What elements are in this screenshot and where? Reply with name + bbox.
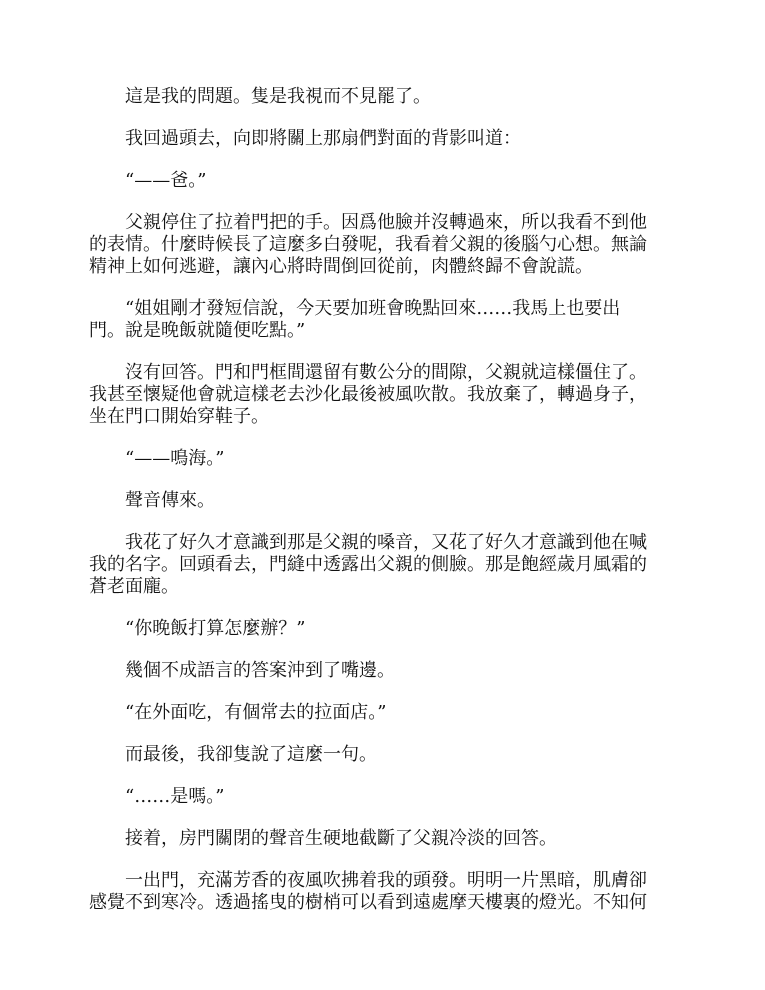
paragraph: “你晚飯打算怎麼辦？”	[125, 618, 306, 639]
paragraph: 父親停住了拉着門把的手。因爲他臉并沒轉過來，所以我看不到他 的表情。什麼時候長了這麼多白發呢，我看着父親的後腦勺心想。無論 精神上如何逃避，讓內心將時間倒回從前，肉體終歸不會說謊。	[89, 212, 647, 277]
paragraph: “——爸。”	[125, 170, 207, 191]
paragraph: “在外面吃，有個常去的拉面店。”	[125, 702, 387, 723]
paragraph: 沒有回答。門和門框間還留有數公分的間隙，父親就這樣僵住了。 我甚至懷疑他會就這樣老去沙化最後被風吹散。我放棄了，轉過身子， 坐在門口開始穿鞋子。	[89, 362, 647, 427]
paragraph: 而最後，我卻隻說了這麼一句。	[125, 744, 377, 765]
paragraph: “姐姐剛才發短信說，今天要加班會晚點回來……我馬上也要出 門。說是晚飯就隨便吃點。”	[89, 298, 621, 341]
paragraph: 我花了好久才意識到那是父親的嗓音，又花了好久才意識到他在喊 我的名字。回頭看去，門縫中透露出父親的側臉。那是飽經歲月風霜的 蒼老面龐。	[89, 532, 647, 597]
paragraph: 聲音傳來。	[125, 490, 215, 511]
paragraph: “——鳴海。”	[125, 448, 225, 469]
paragraph: 幾個不成語言的答案沖到了嘴邊。	[125, 660, 395, 681]
paragraph: 這是我的問題。隻是我視而不見罷了。	[125, 86, 431, 107]
paragraph: 我回過頭去，向即將關上那扇們對面的背影叫道：	[125, 128, 521, 149]
paragraph: 一出門，充滿芳香的夜風吹拂着我的頭發。明明一片黑暗，肌膚卻 感覺不到寒冷。透過搖曳的樹梢可以看到遠處摩天樓裏的燈光。不知何	[89, 870, 647, 913]
document-body	[89, 86, 689, 934]
paragraph: 接着，房門關閉的聲音生硬地截斷了父親冷淡的回答。	[125, 828, 557, 849]
paragraph: “……是嗎。”	[125, 786, 225, 807]
